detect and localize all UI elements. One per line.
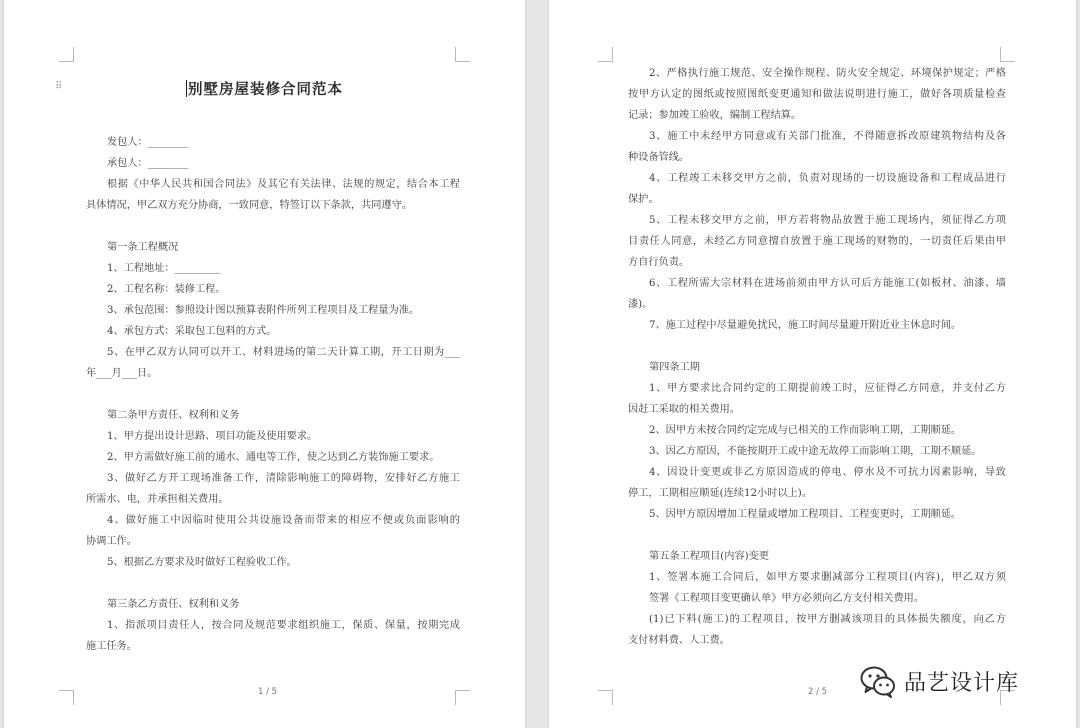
watermark-text: 品艺设计库	[904, 670, 1020, 696]
text-line: 发包人：________	[107, 137, 189, 148]
text-line: 施工任务。	[86, 641, 137, 652]
text-line: 方自行负责。	[628, 257, 690, 268]
text-line: 2、甲方需做好施工前的通水、通电等工作，使之达到乙方装饰施工要求。	[107, 452, 440, 463]
text-line: 停工，工期相应顺延(连续12小时以上)。	[628, 488, 812, 499]
text-line: 目责任人同意，未经乙方同意擅自放置于施工现场的财物的，一切责任后果由甲	[628, 236, 1006, 247]
page-1-body[interactable]	[86, 132, 460, 657]
text-line: 1、指派项目责任人，按合同及规范要求组织施工，保质、保量，按期完成	[107, 620, 460, 631]
text-line: 3、因乙方原因，不能按期开工或中途无故停工而影响工期，工期不顺延。	[649, 446, 982, 457]
text-line: 1、甲方提出设计思路、项目功能及使用要求。	[107, 431, 318, 442]
page-1-number: 1 / 5	[258, 687, 278, 697]
paragraph-gap	[628, 525, 1006, 546]
margin-mark-top-right	[455, 47, 470, 62]
text-line: 支付材料费、人工费。	[628, 635, 730, 646]
text-line: 第四条工期	[649, 362, 700, 373]
margin-mark-top-left	[59, 47, 74, 62]
text-line: 签署《工程项目变更确认单》甲方必须向乙方支付相关费用。	[649, 593, 925, 604]
page-1	[4, 0, 525, 728]
text-cursor	[186, 80, 187, 97]
text-line: 2、严格执行施工规范、安全操作规程、防火安全规定、环境保护规定；严格	[649, 68, 1006, 79]
text-line: 按甲方认定的图纸或按照图纸变更通知和做法说明进行施工，做好各项质量检查	[628, 89, 1006, 100]
text-line: 承包人：________	[107, 158, 189, 169]
paragraph-gap	[86, 384, 460, 405]
document-title[interactable]	[4, 78, 525, 99]
text-line: 所需水、电，并承担相关费用。	[86, 494, 229, 505]
text-line: 保护。	[628, 194, 659, 205]
text-line: 协调工作。	[86, 536, 137, 547]
text-line: 4、承包方式：采取包工包料的方式。	[107, 326, 277, 337]
document-title-text: 别墅房屋装修合同范本	[188, 81, 343, 98]
text-line: (1)已下料(施工)的工程项目，按甲方删减该项目的具体损失额度，向乙方	[649, 614, 1006, 625]
text-line: 漆)。	[628, 299, 653, 310]
text-line: 第一条工程概况	[107, 242, 179, 253]
text-line: 记录；参加竣工验收，编制工程结算。	[628, 110, 802, 121]
text-line: 第二条甲方责任、权利和义务	[107, 410, 240, 421]
text-line: 7、施工过程中尽量避免扰民，施工时间尽量避开附近业主休息时间。	[649, 320, 962, 331]
wechat-icon	[858, 661, 898, 701]
text-line: 1、签署本施工合同后，如甲方要求删减部分工程项目(内容)，甲乙双方须	[649, 572, 1006, 583]
text-line: 3、做好乙方开工现场准备工作，清除影响施工的障碍物，安排好乙方施工	[107, 473, 460, 484]
text-line: 年___月___日。	[86, 368, 158, 379]
margin-mark-bottom-left	[59, 690, 74, 705]
text-line: 3、施工中未经甲方同意或有关部门批准，不得随意拆改原建筑物结构及各	[649, 131, 1006, 142]
watermark	[858, 657, 1019, 705]
text-line: 5、根据乙方要求及时做好工程验收工作。	[107, 557, 297, 568]
text-line: 6、工程所需大宗材料在进场前须由甲方认可后方能施工(如板材、油漆、墙	[649, 278, 1006, 289]
text-line: 5、因甲方原因增加工程量或增加工程项目、工程变更时，工期顺延。	[649, 509, 962, 520]
paragraph-drag-handle-icon[interactable]: ⠿	[55, 81, 62, 92]
text-line: 4、工程竣工未移交甲方之前，负责对现场的一切设施设备和工程成品进行	[649, 173, 1006, 184]
text-line: 种设备管线。	[628, 152, 690, 163]
text-line: 2、工程名称：装修工程。	[107, 284, 226, 295]
text-line: 第五条工程项目(内容)变更	[649, 551, 770, 562]
text-line: 因赶工采取的相关费用。	[628, 404, 741, 415]
paragraph-gap	[86, 573, 460, 594]
margin-mark-bottom-right	[455, 690, 470, 705]
paragraph-gap	[86, 216, 460, 237]
margin-mark-bottom-left	[598, 690, 613, 705]
margin-mark-top-right	[1000, 47, 1015, 62]
text-line: 具体情况，甲乙双方充分协商，一致同意，特签订以下条款，共同遵守。	[86, 200, 412, 211]
margin-mark-top-left	[598, 47, 613, 62]
paragraph-gap	[628, 336, 1006, 357]
text-line: 2、因甲方未按合同约定完成与已相关的工作而影响工期，工期顺延。	[649, 425, 962, 436]
text-line: 第三条乙方责任、权利和义务	[107, 599, 240, 610]
text-line: 1、工程地址：_________	[107, 263, 221, 274]
page-2-body[interactable]	[628, 63, 1006, 651]
page-2-number: 2 / 5	[808, 687, 828, 697]
text-line: 3、承包范围：参照设计图以预算表附件所列工程项目及工程量为准。	[107, 305, 420, 316]
text-line: 根据《中华人民共和国合同法》及其它有关法律、法规的规定，结合本工程	[107, 179, 460, 190]
text-line: 4、因设计变更或非乙方原因造成的停电、停水及不可抗力因素影响，导致	[649, 467, 1006, 478]
text-line: 5、在甲乙双方认同可以开工、材料进场的第二天计算工期，开工日期为___	[107, 347, 460, 358]
text-line: 4、做好施工中因临时使用公共设施设备而带来的相应不便或负面影响的	[107, 515, 460, 526]
text-line: 5、工程未移交甲方之前，甲方若将物品放置于施工现场内，须征得乙方项	[649, 215, 1006, 226]
text-line: 1、甲方要求比合同约定的工期提前竣工时，应征得乙方同意，并支付乙方	[649, 383, 1006, 394]
